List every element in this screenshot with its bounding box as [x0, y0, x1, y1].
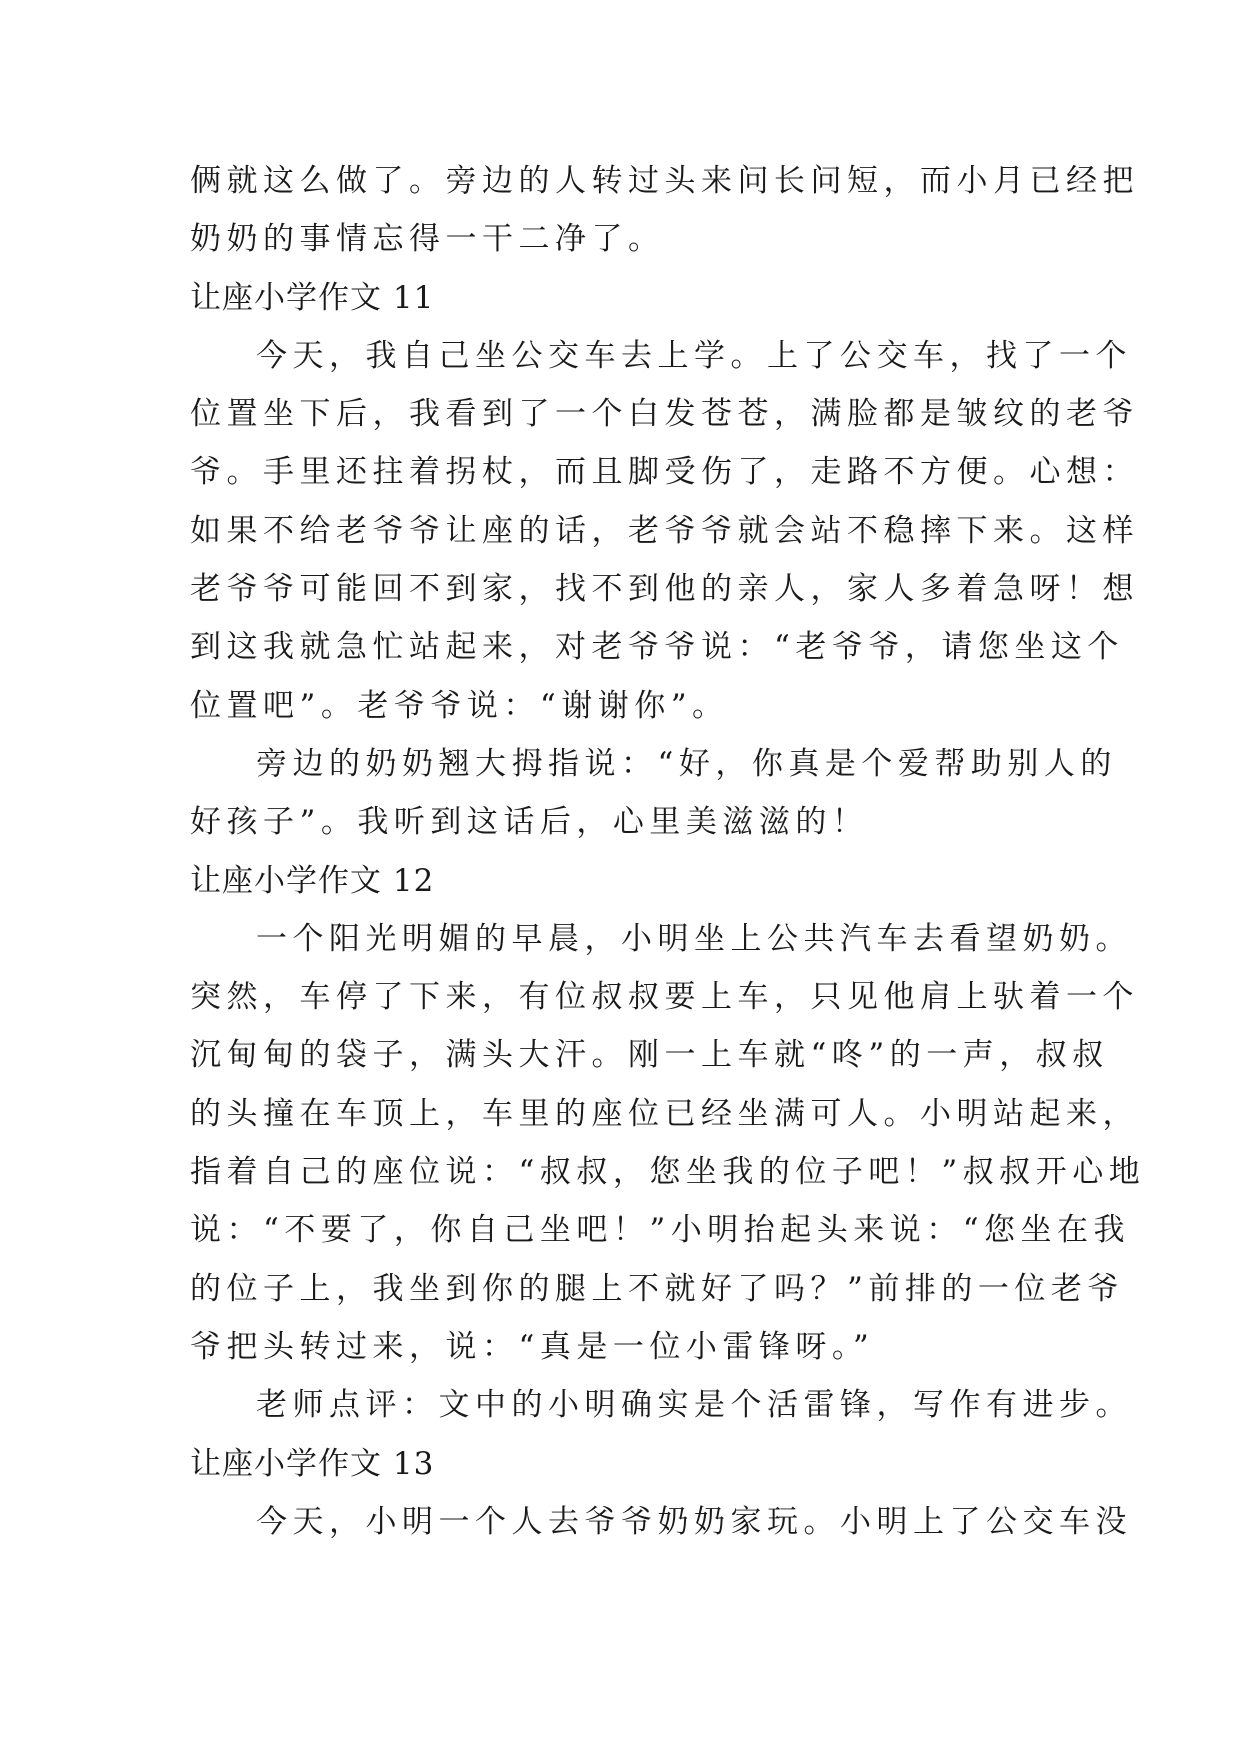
text-line: 奶奶的事情忘得一干二净了。	[190, 221, 665, 258]
text-line: 爷。手里还拄着拐杖，而且脚受伤了，走路不方便。心想：	[190, 454, 1139, 491]
text-line: 沉甸甸的袋子，满头大汗。刚一上车就“咚”的一声，叔叔	[190, 1037, 1109, 1074]
document-body	[190, 152, 1146, 1551]
paragraph-first-line: 今天，小明一个人去爷爷奶奶家玩。小明上了公交车没	[256, 1503, 1132, 1540]
section-heading: 让座小学作文 13	[190, 1445, 435, 1482]
text-line: 突然，车停了下来，有位叔叔要上车，只见他肩上驮着一个	[190, 979, 1139, 1016]
text-line: 指着自己的座位说：“叔叔，您坐我的位子吧！”叔叔开心地	[190, 1154, 1146, 1191]
text-line: 爷把头转过来，说：“真是一位小雷锋呀。”	[190, 1328, 875, 1365]
section-heading: 让座小学作文 12	[190, 862, 435, 899]
text-line: 俩就这么做了。旁边的人转过头来问长问短，而小月已经把	[190, 163, 1139, 199]
text-line: 老爷爷可能回不到家，找不到他的亲人，家人多着急呀！想	[190, 571, 1139, 608]
paragraph-first-line: 一个阳光明媚的早晨，小明坐上公共汽车去看望奶奶。	[256, 920, 1132, 957]
paragraph-first-line: 今天，我自己坐公交车去上学。上了公交车，找了一个	[256, 337, 1132, 374]
text-line: 如果不给老爷爷让座的话，老爷爷就会站不稳摔下来。这样	[190, 512, 1139, 549]
text-line: 好孩子”。我听到这话后，心里美滋滋的！	[190, 804, 869, 841]
paragraph-first-line: 旁边的奶奶翘大拇指说：“好，你真是个爱帮助别人的	[256, 745, 1117, 782]
paragraph-first-line: 老师点评：文中的小明确实是个活雷锋，写作有进步。	[256, 1387, 1132, 1424]
section-heading: 让座小学作文 11	[190, 279, 435, 316]
text-line: 的头撞在车顶上，车里的座位已经坐满可人。小明站起来，	[190, 1095, 1139, 1132]
text-line: 位置吧”。老爷爷说：“谢谢你”。	[190, 687, 729, 724]
text-line: 说：“不要了，你自己坐吧！”小明抬起头来说：“您坐在我	[190, 1212, 1131, 1249]
text-line: 的位子上，我坐到你的腿上不就好了吗？”前排的一位老爷	[190, 1270, 1124, 1307]
text-line: 位置坐下后，我看到了一个白发苍苍，满脸都是皱纹的老爷	[190, 396, 1139, 433]
text-line: 到这我就急忙站起来，对老爷爷说：“老爷爷，请您坐这个	[190, 629, 1124, 666]
